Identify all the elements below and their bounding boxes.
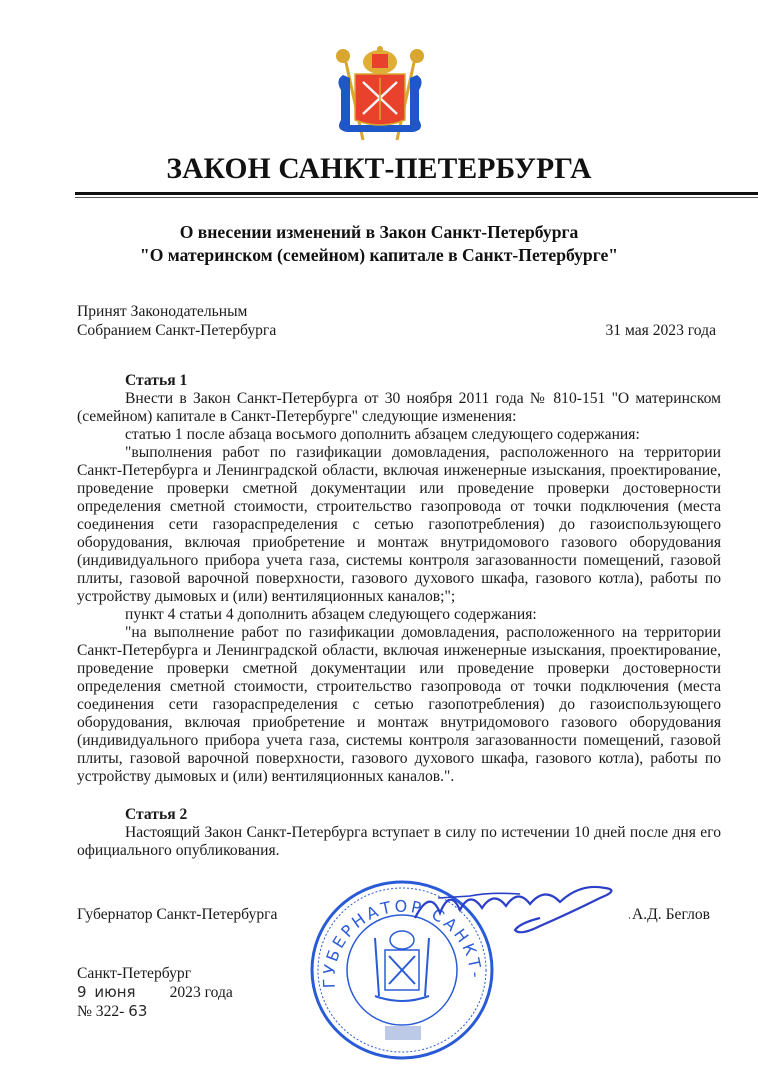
adoption-line-2: Собранием Санкт-Петербурга: [77, 321, 277, 339]
signing-date: [77, 983, 233, 1002]
adoption-note: [77, 303, 276, 340]
article-paragraph: Настоящий Закон Санкт-Петербурга вступает в силу по истечении 10 дней после дня его официального опубликования.: [77, 824, 721, 859]
place-and-date: [77, 965, 233, 1021]
article-paragraph: "выполнения работ по газификации домовладения, расположенного на территории Санкт-Петербурга и Ленинградской области, включая инженерные изыскания, проектирование, проведение проверки сметной документации или проведение проверки достоверности определения сметной стоимости, строительство газопровода от точки подключения (места соединения сети газораспределения с сетью газопотребления) до газоиспользующего оборудования, включая приобретение и монтаж внутридомового газового оборудования (индивидуального прибора учета газа, системы контроля загазованности помещений, газовой плиты, газовой варочной поверхности, газового духового шкафа, газового котла), работы по устройству дымовых и (или) вентиляционных каналов;";: [77, 444, 721, 605]
law-number: [77, 1002, 233, 1021]
subtitle-line-1: О внесении изменений в Закон Санкт-Петербурга: [179, 222, 579, 242]
coat-of-arms-emblem: [325, 40, 435, 145]
signing-day: 9: [77, 983, 87, 1001]
law-number-suffix: 63: [128, 1002, 148, 1020]
article-paragraph: пункт 4 статьи 4 дополнить абзацем следующего содержания:: [125, 606, 537, 623]
law-title: ЗАКОН САНКТ-ПЕТЕРБУРГА: [166, 153, 592, 185]
article-1: [77, 372, 721, 786]
handwritten-signature: [410, 878, 630, 948]
article-2: [77, 806, 721, 860]
header-rule-thick: [75, 192, 758, 195]
coat-of-arms-icon: [325, 40, 435, 145]
law-number-prefix: № 322-: [77, 1003, 125, 1020]
seal-text: ГУБЕРНАТОР САНКТ-: [319, 896, 486, 989]
article-paragraph: "на выполнение работ по газификации домовладения, расположенного на территории Санкт-Петербурга и Ленинградской области, включая инженерные изыскания, проектирование, проведение проверки сметной документации или проведение проверки достоверности определения сметной стоимости, строительство газопровода от точки подключения (места соединения сети газораспределения с сетью газопотребления) до газоиспользующего оборудования, включая приобретение и монтаж внутридомового газового оборудования (индивидуального прибора учета газа, системы контроля загазованности помещений, газовой плиты, газовой варочной поверхности, газового духового шкафа, газового котла), работы по устройству дымовых и (или) вентиляционных каналов.".: [77, 624, 721, 785]
law-subtitle: [0, 221, 758, 267]
article-paragraph: Внести в Закон Санкт-Петербурга от 30 ноября 2011 года № 810-151 "О материнском (семейном) капитале в Санкт-Петербурге" следующие изменения:: [77, 390, 721, 425]
article-heading: Статья 2: [125, 806, 188, 823]
article-heading: Статья 1: [125, 372, 188, 389]
header-rule-thin: [75, 197, 758, 198]
signature-icon: [410, 878, 630, 948]
signing-month: июня: [94, 983, 136, 1001]
article-paragraph: статью 1 после абзаца восьмого дополнить абзацем следующего содержания:: [125, 426, 640, 443]
signing-year: 2023 года: [169, 984, 233, 1001]
subtitle-line-2: "О материнском (семейном) капитале в Санкт-Петербурге": [139, 245, 619, 265]
signing-city: Санкт-Петербург: [77, 965, 192, 982]
governor-title: Губернатор Санкт-Петербурга: [77, 906, 278, 923]
law-body: [77, 372, 721, 860]
adoption-date: 31 мая 2023 года: [605, 322, 716, 339]
adoption-line-1: Принят Законодательным: [77, 303, 248, 320]
governor-name: А.Д. Беглов: [632, 906, 711, 923]
